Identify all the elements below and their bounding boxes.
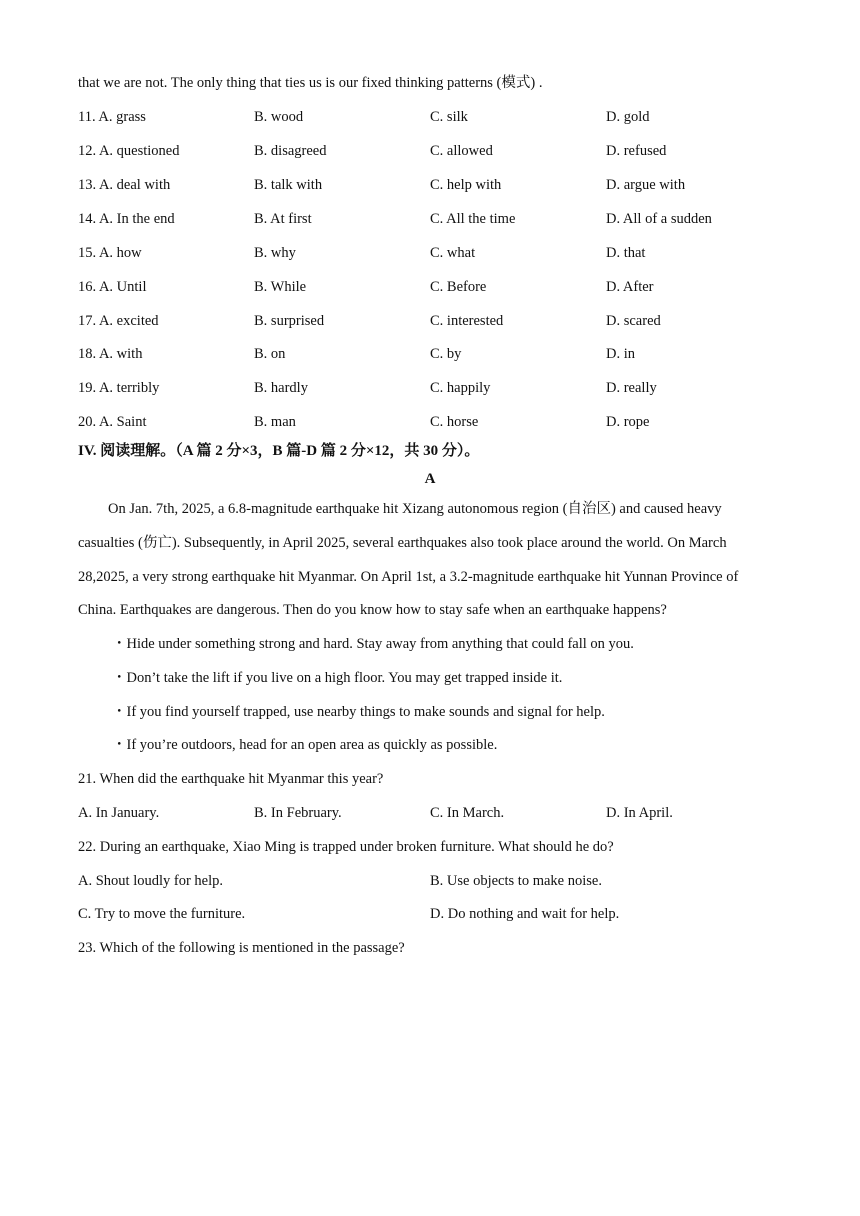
passage-line: casualties (伤亡). Subsequently, in April 2025, several earthquakes also took place around the world. On March (78, 535, 727, 551)
option-c: C. silk (430, 109, 468, 125)
option-d: D. that (606, 245, 646, 261)
option-d: D. really (606, 380, 657, 396)
option-c: C. help with (430, 177, 502, 193)
option-b: B. surprised (254, 313, 325, 329)
option-a: 18. A. with (78, 346, 143, 362)
section-heading: IV. 阅读理解。（A 篇 2 分×3，B 篇-D 篇 2 分×12，共 30 分）。 (78, 443, 480, 459)
option-d: D. All of a sudden (606, 211, 712, 227)
option-a: A. In January. (78, 805, 160, 821)
option-d: D. In April. (606, 805, 673, 821)
option-c: C. allowed (430, 143, 493, 159)
option-d: D. argue with (606, 177, 686, 193)
option-c: C. Try to move the furniture. (78, 906, 246, 922)
option-c: C. horse (430, 414, 479, 430)
question-stem: 22. During an earthquake, Xiao Ming is trapped under broken furniture. What should he do? (78, 839, 614, 855)
passage-label: A (424, 471, 436, 487)
option-b: B. In February. (254, 805, 342, 821)
option-a: 15. A. how (78, 245, 142, 261)
option-a: 19. A. terribly (78, 380, 160, 396)
option-b: B. man (254, 414, 296, 430)
option-a: 14. A. In the end (78, 211, 175, 227)
option-a: 16. A. Until (78, 279, 147, 295)
option-b: B. on (254, 346, 286, 362)
option-a: 17. A. excited (78, 313, 159, 329)
option-d: D. rope (606, 414, 650, 430)
tip-item: ・If you’re outdoors, head for an open area as quickly as possible. (112, 737, 498, 753)
option-c: C. what (430, 245, 476, 261)
option-b: B. Use objects to make noise. (430, 873, 602, 889)
option-c: C. by (430, 346, 462, 362)
option-a: 11. A. grass (78, 109, 146, 125)
tip-item: ・Hide under something strong and hard. Stay away from anything that could fall on you. (112, 636, 634, 652)
option-a: 13. A. deal with (78, 177, 171, 193)
option-c: C. In March. (430, 805, 505, 821)
option-d: D. refused (606, 143, 667, 159)
option-c: C. All the time (430, 211, 516, 227)
passage-line: On Jan. 7th, 2025, a 6.8-magnitude earthquake hit Xizang autonomous region (自治区) and caused heavy (108, 501, 722, 517)
option-a: 12. A. questioned (78, 143, 180, 159)
option-d: D. scared (606, 313, 661, 329)
option-b: B. While (254, 279, 307, 295)
passage-line: China. Earthquakes are dangerous. Then do you know how to stay safe when an earthquake happens? (78, 602, 667, 618)
option-b: B. why (254, 245, 296, 261)
option-a: 20. A. Saint (78, 414, 147, 430)
option-d: D. Do nothing and wait for help. (430, 906, 620, 922)
option-a: A. Shout loudly for help. (78, 873, 223, 889)
option-b: B. hardly (254, 380, 308, 396)
tip-item: ・Don’t take the lift if you live on a high floor. You may get trapped inside it. (112, 670, 563, 686)
passage-line: 28,2025, a very strong earthquake hit Myanmar. On April 1st, a 3.2-magnitude earthquake hit Yunnan Province of (78, 569, 739, 585)
tip-item: ・If you find yourself trapped, use nearby things to make sounds and signal for help. (112, 704, 605, 720)
question-stem: 21. When did the earthquake hit Myanmar this year? (78, 771, 384, 787)
option-b: B. wood (254, 109, 304, 125)
option-b: B. disagreed (254, 143, 327, 159)
option-c: C. interested (430, 313, 504, 329)
option-c: C. Before (430, 279, 487, 295)
option-b: B. At first (254, 211, 312, 227)
intro-line: that we are not. The only thing that ties us is our fixed thinking patterns (模式) . (78, 75, 543, 91)
option-d: D. gold (606, 109, 650, 125)
option-c: C. happily (430, 380, 491, 396)
option-b: B. talk with (254, 177, 323, 193)
option-d: D. in (606, 346, 635, 362)
question-stem: 23. Which of the following is mentioned in the passage? (78, 940, 405, 956)
option-d: D. After (606, 279, 654, 295)
